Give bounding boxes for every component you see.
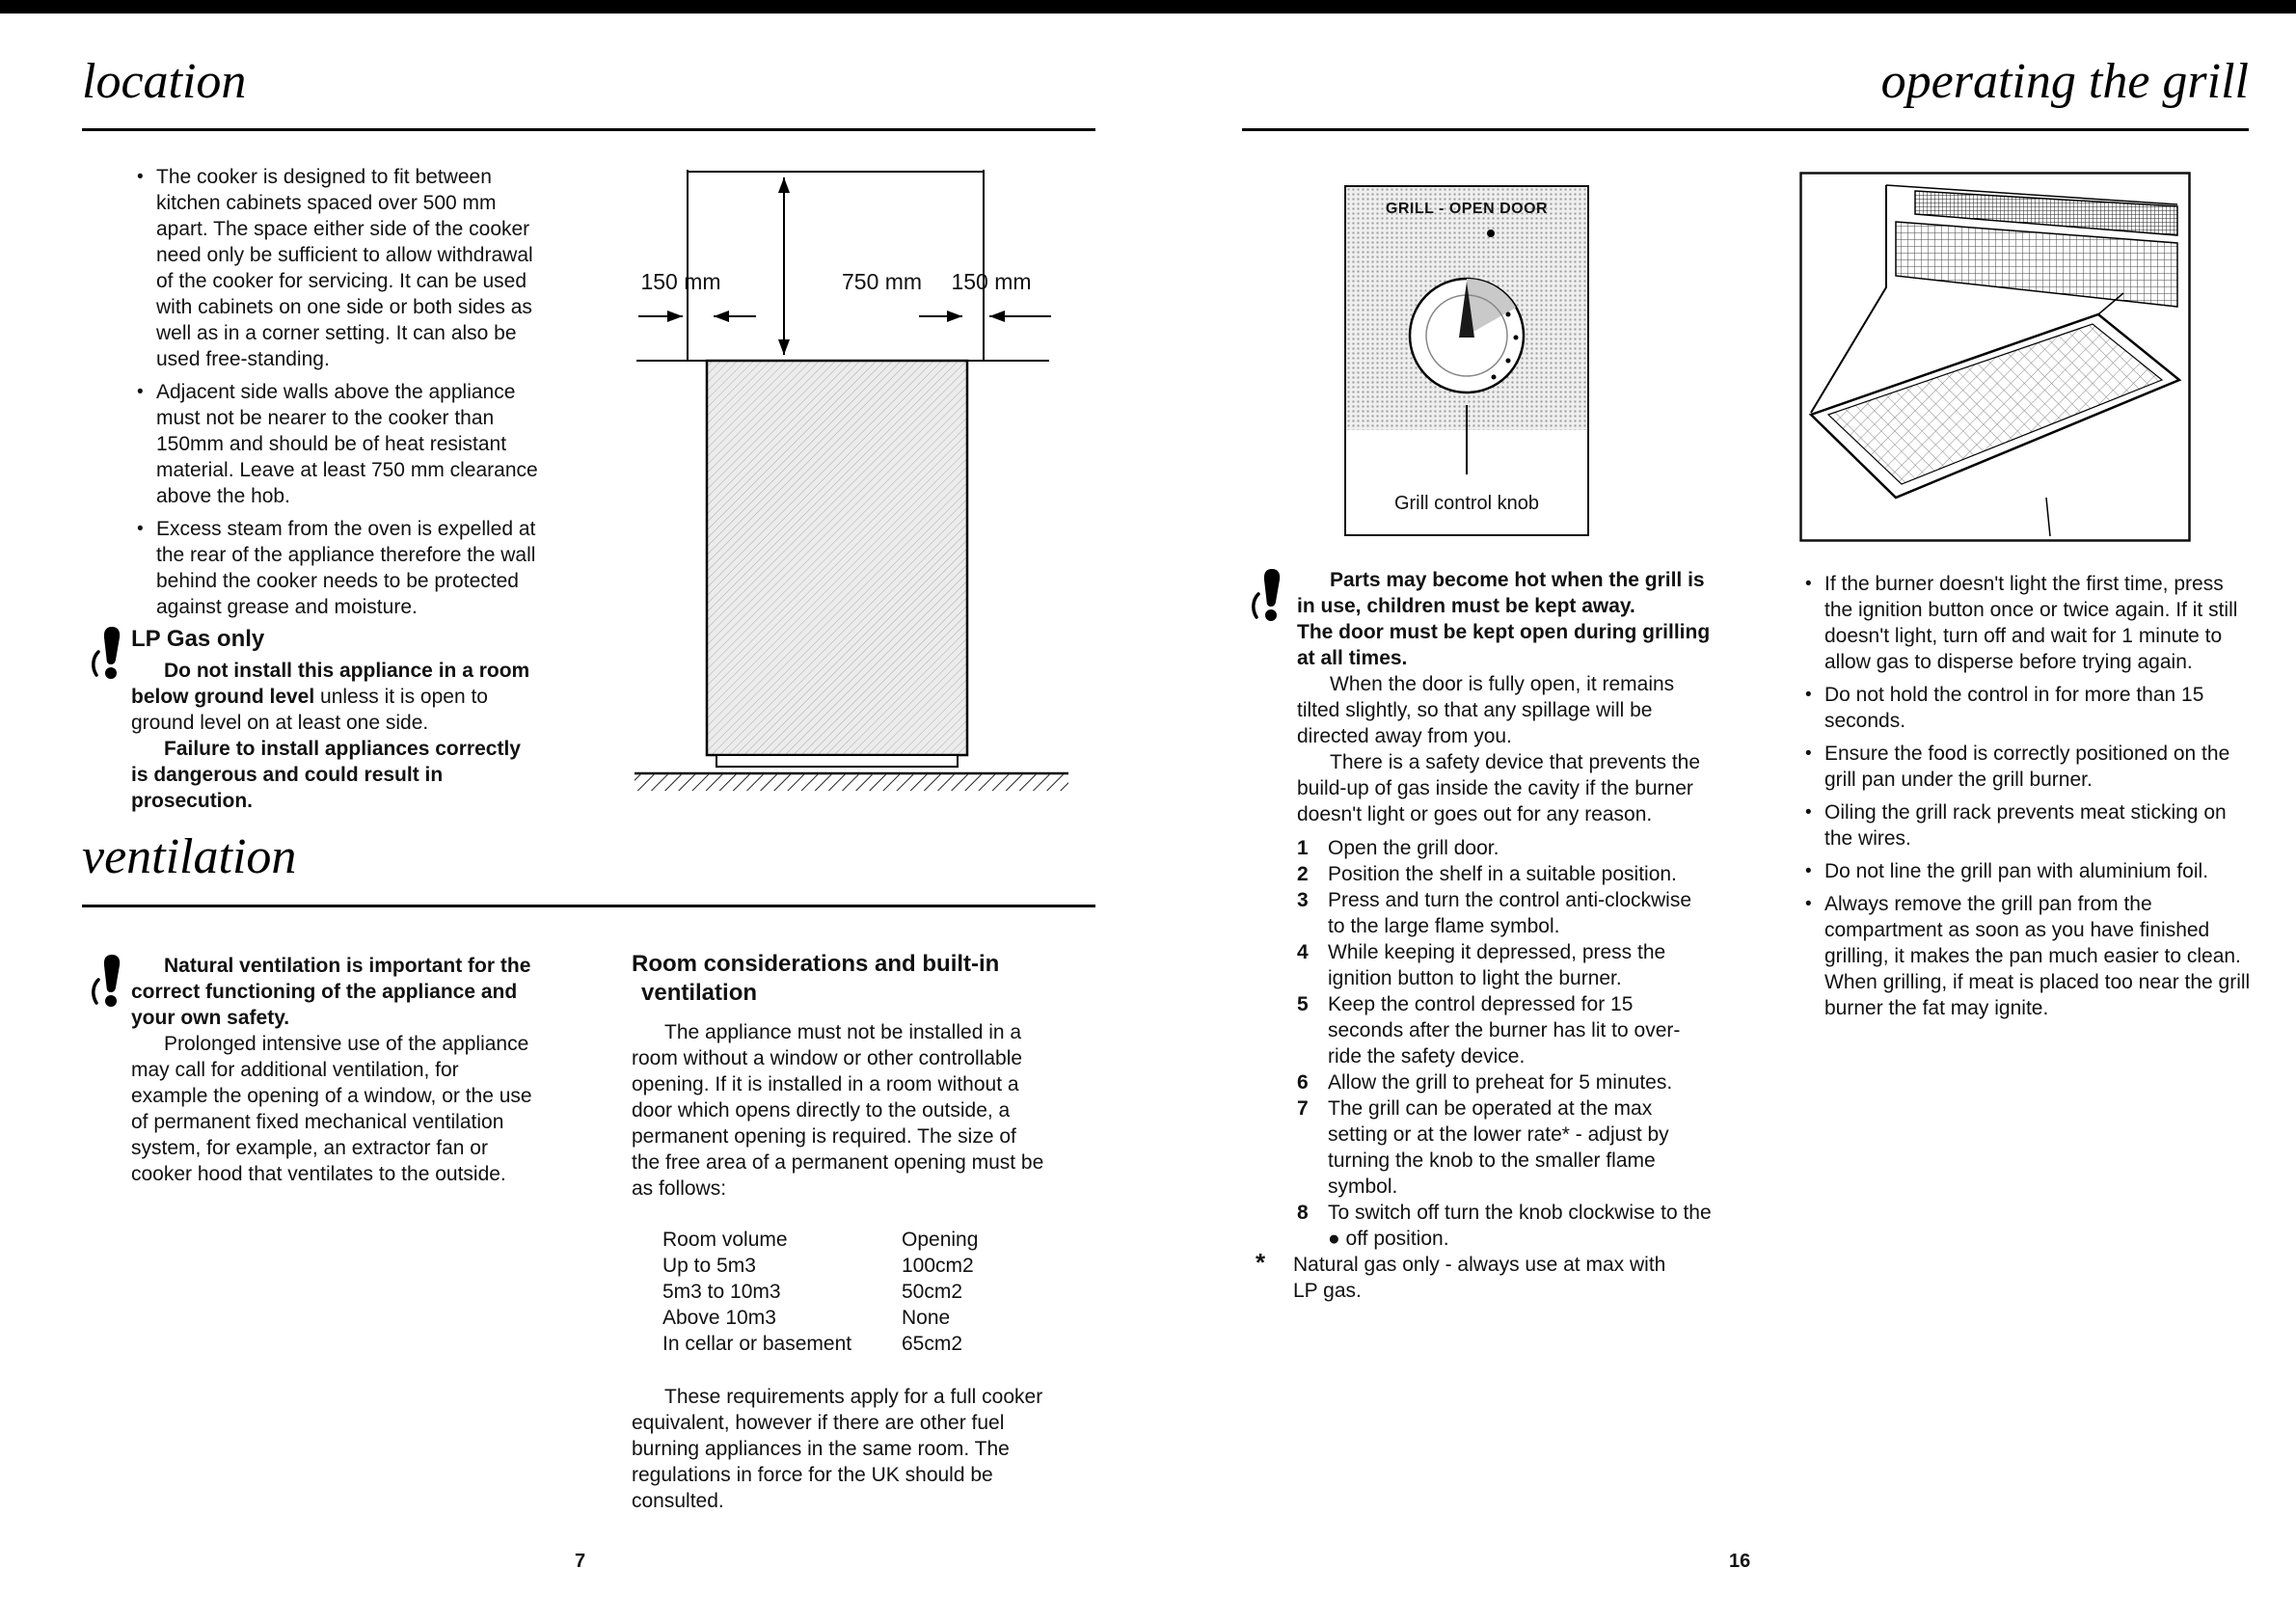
step-item [1297,1095,1712,1200]
step-item [1297,835,1712,861]
bullet-text: • Excess steam from the oven is expelled at the rear of the appliance therefore the wall behind the cooker needs to be protected against grease and moisture. [156,518,536,618]
table-header-row [662,1227,1048,1253]
lp-gas-heading: LP Gas only [131,626,265,652]
step-number: 7 [1297,1097,1309,1120]
list-item [1805,682,2251,734]
step-text: While keeping it depressed, press the ignition button to light the burner. [1328,941,1666,989]
bullet-text: • If the burner doesn't light the first time, press the ignition button once or twice again. If it still doesn't light, turn off and wait for 1 minute to allow gas to disperse before trying again. [1824,573,2238,673]
footnote [1256,1248,1680,1304]
grill-tips-list [1805,571,2251,1028]
grill-warning-content [1297,567,1714,827]
title-rule-grill [1242,128,2249,131]
lp-gas-content [131,625,540,814]
cell-opening: 100cm2 [902,1255,974,1277]
step-number: 6 [1297,1071,1309,1094]
bullet-text: • Do not hold the control in for more than 15 seconds. [1824,684,2204,732]
step-item [1297,1200,1712,1252]
step-item [1297,939,1712,991]
table-row [662,1253,1048,1279]
lp-gas-bold: Do not install this appliance in a room below ground level [131,660,530,708]
list-item [1805,741,2251,793]
warning-paragraph-2: There is a safety device that prevents the build-up of gas inside the cavity if the burner doesn't light or goes out for any reason. [1297,751,1701,825]
footnote-text: Natural gas only - always use at max with LP gas. [1293,1254,1666,1302]
step-text: To switch off turn the knob clockwise to the ● off position. [1328,1202,1712,1250]
step-number: 3 [1297,889,1309,911]
step-item [1297,861,1712,887]
list-item [1805,891,2251,1021]
installation-clearance-diagram [625,162,1103,798]
ventilation-warning-bold: Natural ventilation is important for the correct functioning of the appliance and your own safety. [131,955,531,1029]
lp-gas-paragraph-2: Failure to install appliances correctly is dangerous and could result in prosecution. [131,738,521,812]
lp-gas-rest: unless it is open to ground level on at least one side. [131,686,488,734]
location-bullet-list [137,164,540,627]
bullet-text: • Adjacent side walls above the appliance must not be nearer to the cooker than 150mm and should be of heat resistant material. Leave at least 750 mm clearance above the hob. [156,381,538,507]
table-row [662,1331,1048,1357]
lp-gas-warning [89,625,540,814]
footnote-marker: * [1256,1248,1266,1277]
page-number-left: 7 [575,1551,586,1572]
warning-icon [1249,567,1287,623]
step-number: 5 [1297,993,1309,1015]
step-text: Press and turn the control anti-clockwise to the large flame symbol. [1328,889,1692,937]
step-number: 8 [1297,1202,1309,1224]
list-item [137,164,540,372]
step-text: Keep the control depressed for 15 seconds after the burner has lit to over-ride the safety device. [1328,993,1681,1068]
heading-line-1: Room considerations and built-in [632,951,1000,977]
ventilation-warning [89,953,540,1187]
step-item [1297,1069,1712,1095]
open-grill-door-illustration [1799,172,2191,542]
step-text: Allow the grill to preheat for 5 minutes. [1328,1071,1673,1094]
list-item [137,516,540,620]
clearance-label-left: 150 mm [640,269,721,294]
step-item [1297,887,1712,939]
warning-paragraph-1: When the door is fully open, it remains tilted slightly, so that any spillage will be directed away from you. [1297,673,1675,747]
cell-room-volume: Up to 5m3 [662,1255,756,1277]
step-text: Open the grill door. [1328,837,1499,859]
step-item [1297,991,1712,1069]
room-considerations-heading [632,950,1048,1008]
bullet-text: • Ensure the food is correctly positioned on the grill pan under the grill burner. [1824,743,2230,791]
step-text: Position the shelf in a suitable position. [1328,863,1677,885]
knob-caption: Grill control knob [1393,493,1540,514]
scan-edge [0,0,2296,14]
title-rule-ventilation [82,905,1095,907]
control-knob-icon [1399,268,1534,403]
table-row [662,1279,1048,1305]
step-number: 4 [1297,941,1309,963]
table-row [662,1305,1048,1331]
cell-opening: None [902,1307,951,1329]
bullet-text: • Do not line the grill pan with aluminium foil. [1824,860,2209,882]
page-number-right: 16 [1729,1551,1751,1572]
page-title-location: location [82,54,247,109]
grill-control-knob-diagram [1344,185,1589,536]
list-item [1805,858,2251,884]
list-item [1805,571,2251,675]
bullet-text: • The cooker is designed to fit between kitchen cabinets spaced over 500 mm apart. The space either side of the cooker need only be sufficient to allow withdrawal of the cooker for servicing. It can be used with cabinets on one side or both sides as well as in a corner setting. It can also be used free-standing. [156,166,533,370]
cell-room-volume: Above 10m3 [662,1307,776,1329]
step-number: 2 [1297,863,1309,885]
clearance-label-right: 150 mm [951,269,1032,294]
page-title-operating-grill: operating the grill [1880,54,2249,109]
clearance-label-center: 750 mm [842,269,923,294]
col-header-room-volume: Room volume [662,1229,788,1251]
step-number: 1 [1297,837,1309,859]
warning-bold-1: Parts may become hot when the grill is in use, children must be kept away. [1297,569,1705,617]
ventilation-warning-content [131,953,540,1187]
cell-room-volume: 5m3 to 10m3 [662,1281,781,1303]
room-considerations-section [632,950,1048,1514]
caption-leader-line [1466,405,1468,474]
list-item [137,379,540,509]
warning-icon [89,953,127,1009]
off-position-dot [1487,230,1495,237]
heading-line-2: ventilation [641,980,758,1006]
cell-opening: 65cm2 [902,1333,963,1355]
grill-operation-steps [1297,835,1712,1252]
room-considerations-body: The appliance must not be installed in a room without a window or other controllable opening. If it is installed in a room without a door which opens directly to the outside, a permanent opening is required. The size of the free area of a permanent opening must be as follows: [632,1021,1044,1200]
col-header-opening: Opening [902,1229,979,1251]
list-item [1805,799,2251,852]
ventilation-body: Prolonged intensive use of the appliance may call for additional ventilation, for example the opening of a window, or the use of permanent fixed mechanical ventilation system, for example, an extractor fan or cooker hood that ventilates to the outside. [131,1033,532,1185]
room-considerations-footer: These requirements apply for a full cooker equivalent, however if there are other fuel burning appliances in the same room. The regulations in force for the UK should be consulted. [632,1386,1043,1512]
lp-gas-paragraph [131,658,540,736]
title-rule-location [82,128,1095,131]
ventilation-opening-table [662,1227,1048,1357]
grill-warning [1249,567,1714,827]
page-title-ventilation: ventilation [82,829,297,884]
panel-label: GRILL - OPEN DOOR [1385,201,1549,217]
bullet-text: • Always remove the grill pan from the compartment as soon as you have finished grilling, it makes the pan much easier to clean. When grilling, if meat is placed too near the grill burner the fat may ignite. [1824,893,2251,1019]
cell-room-volume: In cellar or basement [662,1333,852,1355]
warning-bold-2: The door must be kept open during grilling at all times. [1297,621,1711,669]
step-text: The grill can be operated at the max setting or at the lower rate* - adjust by turning the knob to the smaller flame symbol. [1328,1097,1669,1198]
warning-icon [89,625,127,681]
bullet-text: • Oiling the grill rack prevents meat sticking on the wires. [1824,801,2227,850]
cell-opening: 50cm2 [902,1281,963,1303]
control-panel-facia [1346,187,1587,430]
